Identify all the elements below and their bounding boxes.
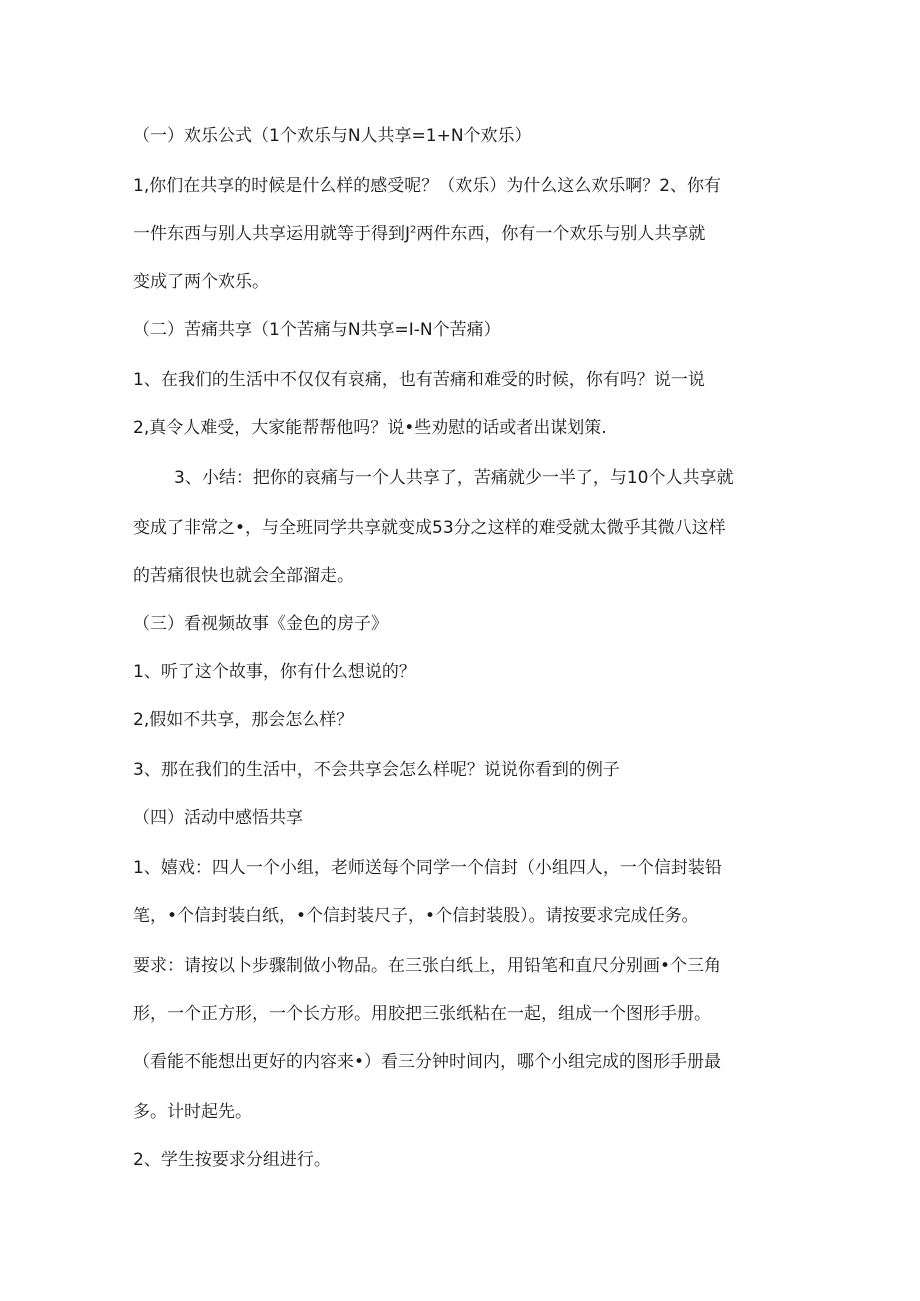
paragraph-line: 1,你们在共享的时候是什么样的感受呢？（欢乐）为什么这么欢乐啊？2、你有 bbox=[133, 176, 722, 196]
paragraph-line: 形，一个正方形，一个长方形。用胶把三张纸粘在一起，组成一个图形手册。 bbox=[133, 1004, 711, 1024]
text-span: J bbox=[405, 224, 411, 244]
paragraph-line: 1、听了这个故事，你有什么想说的？ bbox=[133, 662, 416, 682]
paragraph-line: 的苦痛很快也就会全部溜走。 bbox=[133, 566, 354, 586]
section-1-heading: （一）欢乐公式（1个欢乐与N人共享=1+N个欢乐） bbox=[133, 126, 532, 146]
paragraph-line: （看能不能想出更好的内容来•）看三分钟时间内，哪个小组完成的图形手册最 bbox=[133, 1052, 722, 1072]
paragraph-line: 2、学生按要求分组进行。 bbox=[133, 1150, 331, 1170]
section-3-heading: （三）看视频故事《金色的房子》 bbox=[133, 614, 388, 634]
paragraph-line: 多。计时起先。 bbox=[133, 1102, 252, 1122]
paragraph-line: 变成了非常之•，与全班同学共享就变成53分之这样的难受就太微乎其微八这样 bbox=[133, 518, 726, 538]
superscript: 2 bbox=[410, 224, 417, 236]
section-4-heading: （四）活动中感悟共享 bbox=[133, 808, 303, 828]
paragraph-line: 3、小结：把你的哀痛与一个人共享了，苦痛就少一半了，与10个人共享就 bbox=[174, 468, 734, 488]
section-2-heading: （二）苦痛共享（1个苦痛与N共享=I-N个苦痛） bbox=[133, 320, 501, 340]
paragraph-line: 要求：请按以卜步骤制做小物品。在三张白纸上，用铅笔和直尺分别画•个三角 bbox=[133, 956, 722, 976]
paragraph-line: 2,真令人难受，大家能帮帮他吗？说•些劝慰的话或者出谋划策. bbox=[133, 418, 607, 438]
paragraph-line: 笔，•个信封装白纸，•个信封装尺子，•个信封装股）。请按要求完成任务。 bbox=[133, 906, 699, 926]
paragraph-line: 1、嬉戏：四人一个小组，老师送每个同学一个信封（小组四人，一个信封装铅 bbox=[133, 858, 722, 878]
paragraph-line: 3、那在我们的生活中，不会共享会怎么样呢？说说你看到的例子 bbox=[133, 760, 620, 780]
text-span: 两件东西，你有一个欢乐与别人共享就 bbox=[416, 224, 706, 244]
paragraph-line: 2,假如不共享，那会怎么样？ bbox=[133, 710, 354, 730]
paragraph-line: 变成了两个欢乐。 bbox=[133, 272, 269, 292]
paragraph-line: 1、在我们的生活中不仅仅有哀痛，也有苦痛和难受的时候，你有吗？说一说 bbox=[133, 370, 705, 390]
paragraph-line bbox=[133, 222, 705, 246]
text-span: 一件东西与别人共享运用就等于得到 bbox=[133, 224, 405, 244]
